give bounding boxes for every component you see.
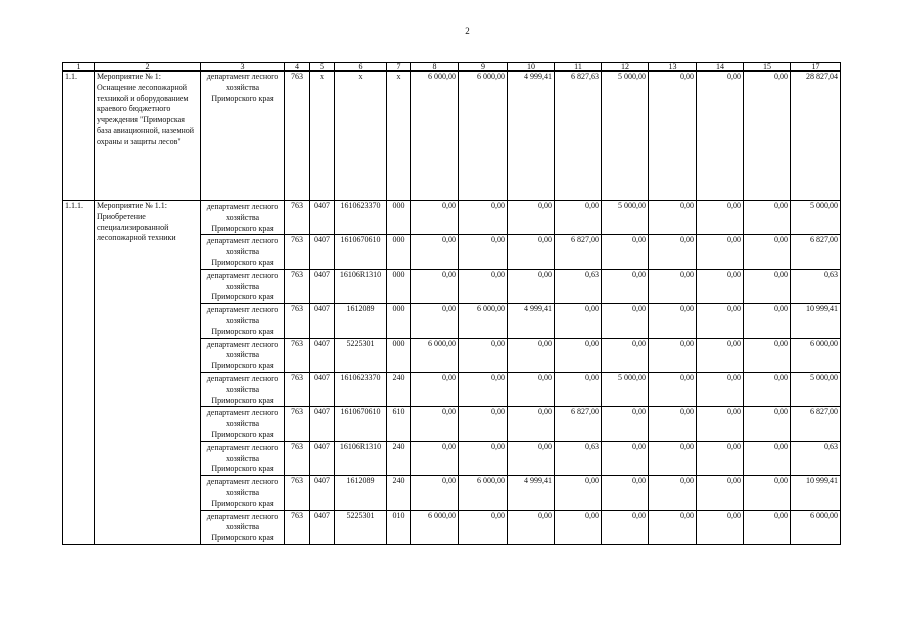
code-col7: 000 — [387, 235, 411, 269]
code-col7: 240 — [387, 441, 411, 475]
value-col9: 0,00 — [459, 338, 508, 372]
value-col14: 0,00 — [697, 71, 744, 201]
value-col13: 0,00 — [649, 71, 697, 201]
code-col5: 0407 — [310, 235, 335, 269]
value-col13: 0,00 — [649, 372, 697, 406]
department: департамент лесного хозяйства Приморского края — [201, 269, 285, 303]
value-col11: 0,63 — [555, 269, 602, 303]
value-col17: 10 999,41 — [791, 476, 841, 510]
value-col10: 4 999,41 — [508, 304, 555, 338]
sub-event-name: Мероприятие № 1.1: Приобретение специализированной лесопожарной техники — [95, 201, 201, 545]
code-col4: 763 — [285, 476, 310, 510]
code-col6: 5225301 — [335, 510, 387, 544]
page-number: 2 — [465, 26, 470, 36]
code-col5: 0407 — [310, 201, 335, 235]
value-col9: 0,00 — [459, 201, 508, 235]
value-col8: 6 000,00 — [411, 338, 459, 372]
value-col14: 0,00 — [697, 201, 744, 235]
value-col8: 0,00 — [411, 407, 459, 441]
sub-event-number: 1.1.1. — [63, 201, 95, 545]
code-col7: 000 — [387, 269, 411, 303]
department: департамент лесного хозяйства Приморского края — [201, 372, 285, 406]
value-col17: 5 000,00 — [791, 201, 841, 235]
value-col14: 0,00 — [697, 372, 744, 406]
column-header: 5 — [310, 63, 335, 72]
code-col7: 240 — [387, 476, 411, 510]
code-col5: 0407 — [310, 304, 335, 338]
value-col14: 0,00 — [697, 338, 744, 372]
budget-table — [62, 62, 841, 545]
value-col14: 0,00 — [697, 269, 744, 303]
value-col15: 0,00 — [744, 510, 791, 544]
value-col10: 0,00 — [508, 407, 555, 441]
code-col5: х — [310, 71, 335, 201]
value-col12: 5 000,00 — [602, 201, 649, 235]
value-col9: 0,00 — [459, 407, 508, 441]
value-col10: 0,00 — [508, 510, 555, 544]
value-col12: 0,00 — [602, 269, 649, 303]
code-col6: 16106R1310 — [335, 441, 387, 475]
value-col15: 0,00 — [744, 407, 791, 441]
value-col8: 0,00 — [411, 304, 459, 338]
department: департамент лесного хозяйства Приморского края — [201, 71, 285, 201]
value-col15: 0,00 — [744, 338, 791, 372]
value-col8: 0,00 — [411, 441, 459, 475]
value-col12: 0,00 — [602, 235, 649, 269]
column-header: 1 — [63, 63, 95, 72]
value-col8: 6 000,00 — [411, 71, 459, 201]
value-col15: 0,00 — [744, 201, 791, 235]
value-col14: 0,00 — [697, 441, 744, 475]
code-col5: 0407 — [310, 372, 335, 406]
value-col11: 0,00 — [555, 338, 602, 372]
code-col6: 16106R1310 — [335, 269, 387, 303]
value-col13: 0,00 — [649, 338, 697, 372]
value-col9: 0,00 — [459, 441, 508, 475]
department: департамент лесного хозяйства Приморского края — [201, 476, 285, 510]
column-header: 17 — [791, 63, 841, 72]
value-col11: 0,00 — [555, 372, 602, 406]
department: департамент лесного хозяйства Приморского края — [201, 510, 285, 544]
value-col14: 0,00 — [697, 407, 744, 441]
code-col5: 0407 — [310, 476, 335, 510]
value-col13: 0,00 — [649, 407, 697, 441]
value-col15: 0,00 — [744, 441, 791, 475]
table-row — [63, 71, 841, 201]
value-col12: 5 000,00 — [602, 372, 649, 406]
value-col13: 0,00 — [649, 201, 697, 235]
code-col6: 1610623370 — [335, 372, 387, 406]
value-col11: 0,00 — [555, 476, 602, 510]
value-col17: 6 000,00 — [791, 510, 841, 544]
value-col17: 0,63 — [791, 441, 841, 475]
value-col12: 0,00 — [602, 304, 649, 338]
column-header: 2 — [95, 63, 201, 72]
value-col17: 0,63 — [791, 269, 841, 303]
code-col5: 0407 — [310, 441, 335, 475]
value-col8: 0,00 — [411, 235, 459, 269]
column-header: 3 — [201, 63, 285, 72]
value-col10: 0,00 — [508, 235, 555, 269]
code-col7: 000 — [387, 201, 411, 235]
code-col6: 1610670610 — [335, 235, 387, 269]
value-col14: 0,00 — [697, 476, 744, 510]
department: департамент лесного хозяйства Приморского края — [201, 304, 285, 338]
value-col15: 0,00 — [744, 71, 791, 201]
code-col4: 763 — [285, 441, 310, 475]
value-col10: 4 999,41 — [508, 476, 555, 510]
value-col17: 6 827,00 — [791, 235, 841, 269]
code-col7: х — [387, 71, 411, 201]
value-col10: 0,00 — [508, 338, 555, 372]
value-col9: 0,00 — [459, 510, 508, 544]
value-col10: 0,00 — [508, 372, 555, 406]
code-col4: 763 — [285, 269, 310, 303]
code-col4: 763 — [285, 372, 310, 406]
department: департамент лесного хозяйства Приморского края — [201, 201, 285, 235]
value-col11: 0,63 — [555, 441, 602, 475]
value-col9: 0,00 — [459, 235, 508, 269]
value-col17: 5 000,00 — [791, 372, 841, 406]
value-col12: 0,00 — [602, 407, 649, 441]
code-col5: 0407 — [310, 338, 335, 372]
value-col8: 6 000,00 — [411, 510, 459, 544]
value-col14: 0,00 — [697, 510, 744, 544]
value-col13: 0,00 — [649, 510, 697, 544]
code-col7: 010 — [387, 510, 411, 544]
column-header: 6 — [335, 63, 387, 72]
department: департамент лесного хозяйства Приморского края — [201, 235, 285, 269]
value-col13: 0,00 — [649, 476, 697, 510]
value-col9: 0,00 — [459, 372, 508, 406]
code-col5: 0407 — [310, 510, 335, 544]
code-col6: 1610670610 — [335, 407, 387, 441]
column-header: 8 — [411, 63, 459, 72]
code-col4: 763 — [285, 201, 310, 235]
code-col6: х — [335, 71, 387, 201]
event-number: 1.1. — [63, 71, 95, 201]
value-col17: 6 827,00 — [791, 407, 841, 441]
column-header: 7 — [387, 63, 411, 72]
value-col11: 6 827,00 — [555, 407, 602, 441]
code-col6: 1610623370 — [335, 201, 387, 235]
value-col13: 0,00 — [649, 304, 697, 338]
column-header: 10 — [508, 63, 555, 72]
value-col11: 6 827,63 — [555, 71, 602, 201]
department: департамент лесного хозяйства Приморского края — [201, 338, 285, 372]
department: департамент лесного хозяйства Приморского края — [201, 407, 285, 441]
code-col4: 763 — [285, 510, 310, 544]
column-header: 9 — [459, 63, 508, 72]
value-col12: 0,00 — [602, 476, 649, 510]
code-col4: 763 — [285, 338, 310, 372]
value-col9: 6 000,00 — [459, 476, 508, 510]
value-col12: 0,00 — [602, 338, 649, 372]
code-col5: 0407 — [310, 269, 335, 303]
code-col5: 0407 — [310, 407, 335, 441]
code-col4: 763 — [285, 304, 310, 338]
code-col4: 763 — [285, 235, 310, 269]
value-col10: 0,00 — [508, 441, 555, 475]
code-col7: 240 — [387, 372, 411, 406]
value-col12: 5 000,00 — [602, 71, 649, 201]
event-name: Мероприятие № 1: Оснащение лесопожарной техникой и оборудованием краевого бюджетного учреждения "Приморская база авиационной, наземной охраны и защиты лесов" — [95, 71, 201, 201]
value-col12: 0,00 — [602, 510, 649, 544]
value-col8: 0,00 — [411, 269, 459, 303]
value-col12: 0,00 — [602, 441, 649, 475]
value-col10: 0,00 — [508, 269, 555, 303]
column-number-row — [63, 63, 841, 72]
value-col15: 0,00 — [744, 269, 791, 303]
code-col7: 610 — [387, 407, 411, 441]
column-header: 12 — [602, 63, 649, 72]
value-col8: 0,00 — [411, 476, 459, 510]
value-col8: 0,00 — [411, 372, 459, 406]
table-row — [63, 201, 841, 235]
code-col4: 763 — [285, 71, 310, 201]
code-col6: 1612089 — [335, 476, 387, 510]
value-col14: 0,00 — [697, 235, 744, 269]
code-col6: 5225301 — [335, 338, 387, 372]
value-col10: 0,00 — [508, 201, 555, 235]
department: департамент лесного хозяйства Приморского края — [201, 441, 285, 475]
column-header: 14 — [697, 63, 744, 72]
code-col4: 763 — [285, 407, 310, 441]
value-col17: 28 827,04 — [791, 71, 841, 201]
value-col8: 0,00 — [411, 201, 459, 235]
value-col13: 0,00 — [649, 269, 697, 303]
value-col11: 6 827,00 — [555, 235, 602, 269]
column-header: 4 — [285, 63, 310, 72]
value-col15: 0,00 — [744, 372, 791, 406]
value-col14: 0,00 — [697, 304, 744, 338]
value-col15: 0,00 — [744, 235, 791, 269]
value-col17: 10 999,41 — [791, 304, 841, 338]
value-col10: 4 999,41 — [508, 71, 555, 201]
value-col9: 0,00 — [459, 269, 508, 303]
value-col15: 0,00 — [744, 476, 791, 510]
value-col13: 0,00 — [649, 235, 697, 269]
value-col11: 0,00 — [555, 510, 602, 544]
value-col9: 6 000,00 — [459, 71, 508, 201]
column-header: 11 — [555, 63, 602, 72]
code-col6: 1612089 — [335, 304, 387, 338]
value-col11: 0,00 — [555, 201, 602, 235]
value-col13: 0,00 — [649, 441, 697, 475]
column-header: 13 — [649, 63, 697, 72]
value-col15: 0,00 — [744, 304, 791, 338]
code-col7: 000 — [387, 338, 411, 372]
value-col11: 0,00 — [555, 304, 602, 338]
code-col7: 000 — [387, 304, 411, 338]
value-col9: 6 000,00 — [459, 304, 508, 338]
column-header: 15 — [744, 63, 791, 72]
value-col17: 6 000,00 — [791, 338, 841, 372]
